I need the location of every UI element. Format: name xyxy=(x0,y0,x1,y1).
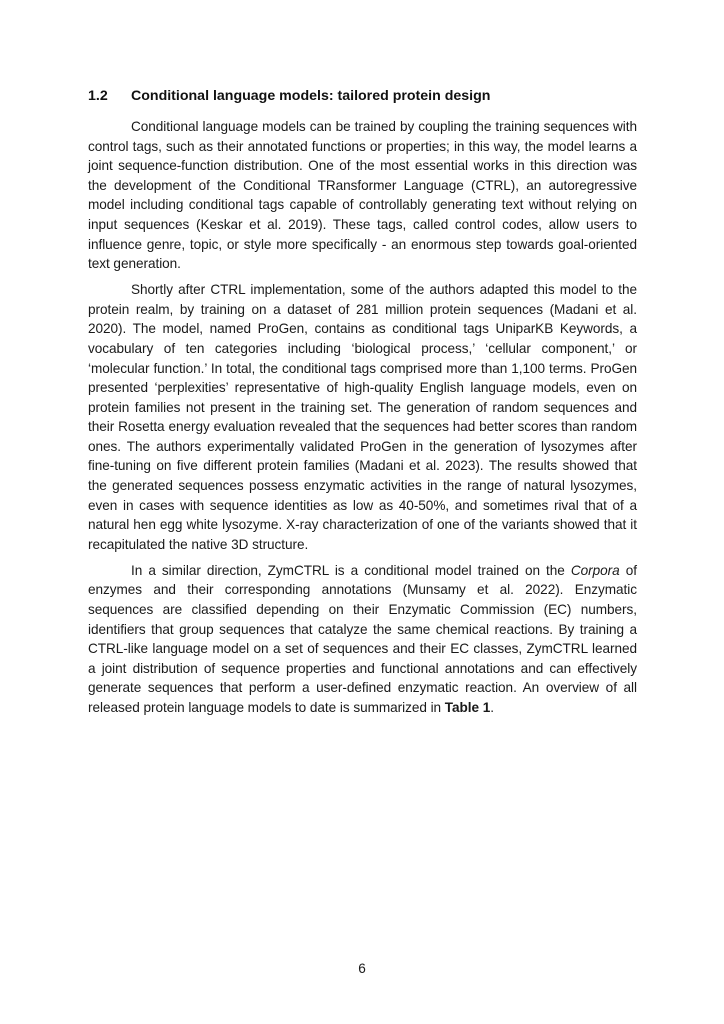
italic-term-corpora: Corpora xyxy=(570,562,620,578)
paragraph-ctrl-intro: Conditional language models can be trained by coupling the training sequences with control tags, such as their annotated functions or properties; in this way, the model learns a joint sequence-function distribution. One of the most essential works in this direction was the development of the Conditional TRansformer Language (CTRL), an autoregressive model including conditional tags capable of controllably generating text without relying on input sequences (Keskar et al. 2019). These tags, called control codes, allow users to influence genre, topic, or style more specifically - an enormous step towards goal-oriented text generation. xyxy=(88,119,637,272)
section-number: 1.2 xyxy=(88,88,108,104)
section-title: Conditional language models: tailored protein design xyxy=(131,88,491,104)
paragraph-progen: Shortly after CTRL implementation, some of the authors adapted this model to the protein realm, by training on a dataset of 281 million protein sequences (Madani et al. 2020). The model, named ProGen, contains as conditional tags UniparKB Keywords, a vocabulary of ten categories including ‘biological process,’ ‘cellular component,’ or ‘molecular function.’ In total, the conditional tags comprised more than 1,100 terms. ProGen presented ‘perplexities’ representative of high-quality English language models, even on protein families not present in the training set. The generation of random sequences and their Rosetta energy evaluation revealed that the sequences had better scores than random ones. The authors experimentally validated ProGen in the generation of lysozymes after fine-tuning on five different protein families (Madani et al. 2023). The results showed that the generated sequences possess enzymatic activities in the range of natural lysozymes, even in cases with sequence identities as low as 40-50%, and sometimes rival that of a natural hen egg white lysozyme. X-ray characterization of one of the variants showed that it recapitulated the native 3D structure. xyxy=(88,282,637,552)
table-reference: Table 1 xyxy=(444,700,491,715)
paragraph-text: . xyxy=(490,700,495,715)
paragraph-zymctrl xyxy=(88,561,637,718)
paragraph-text: of enzymes and their corresponding annotations (Munsamy et al. 2022). Enzymatic sequences are classified depending on their Enzymatic Commission (EC) numbers, identifiers that group sequences that catalyze the same chemical reactions. By training a CTRL-like language model on a set of sequences and their EC classes, ZymCTRL learned a joint distribution of sequence properties and functional annotations and can effectively generate sequences that perform a user-defined enzymatic reaction. An overview of all released protein language models to date is summarized in xyxy=(88,562,637,715)
section-heading xyxy=(88,86,637,106)
document-page xyxy=(88,86,637,724)
paragraph-text: In a similar direction, ZymCTRL is a conditional model trained on the xyxy=(131,562,571,578)
page-number: 6 xyxy=(358,961,366,976)
